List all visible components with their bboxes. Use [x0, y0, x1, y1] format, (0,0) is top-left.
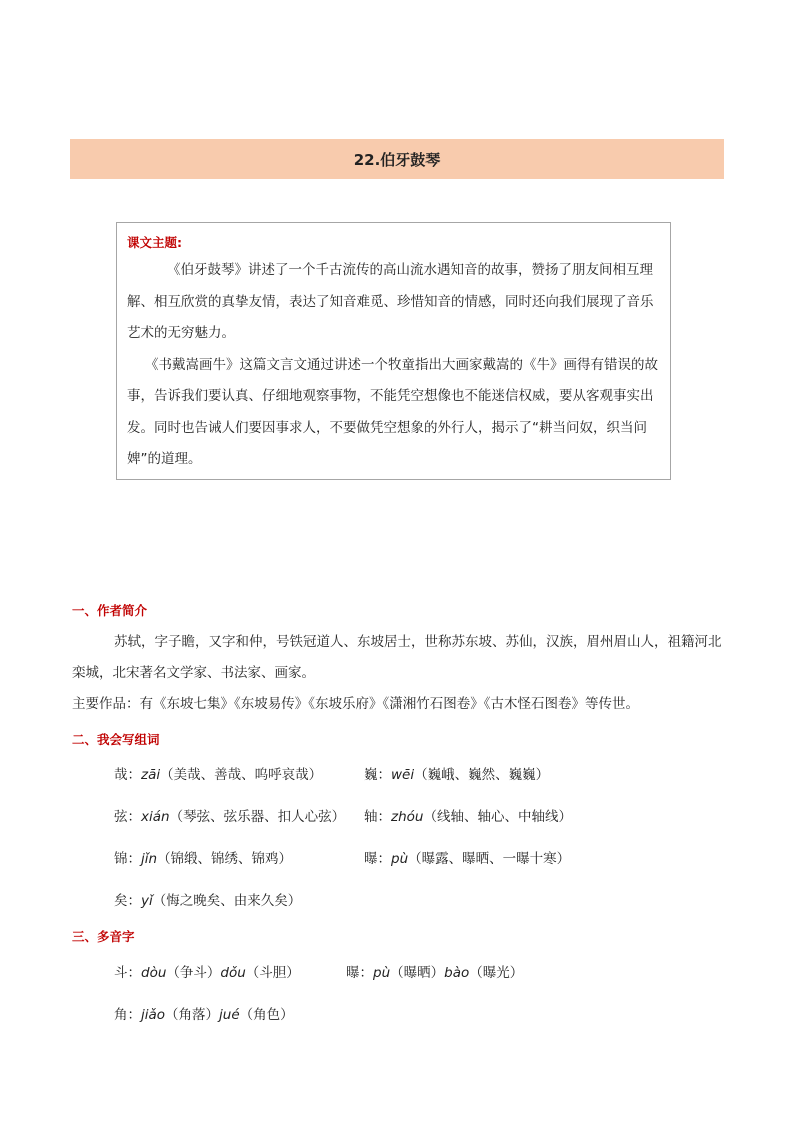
- vocab-char: 巍：: [364, 767, 391, 783]
- theme-label: 课文主题:: [127, 235, 182, 250]
- vocab-pinyin: zāi: [141, 767, 161, 783]
- polyphonic-word-2: （曝光）: [469, 965, 524, 981]
- polyphonic-word-1: （角落）: [165, 1007, 220, 1023]
- section-heading-author: 一、作者简介: [72, 603, 148, 618]
- polyphonic-char: 曝：: [346, 965, 373, 981]
- vocab-pinyin: yǐ: [141, 893, 153, 909]
- polyphonic-word-2: （角色）: [239, 1007, 294, 1023]
- vocab-item: [364, 763, 549, 783]
- vocab-pinyin: jǐn: [141, 851, 158, 867]
- vocab-char: 矣：: [114, 893, 141, 909]
- vocab-pinyin: xián: [141, 809, 170, 825]
- vocab-char: 轴：: [364, 809, 391, 825]
- vocab-words: （巍峨、巍然、巍巍）: [414, 767, 550, 783]
- vocab-item: [364, 805, 572, 825]
- lesson-title-bar: [70, 139, 724, 179]
- polyphonic-pinyin-1: jiǎo: [141, 1007, 166, 1023]
- polyphonic-word-1: （争斗）: [166, 965, 221, 981]
- vocab-item: [114, 805, 345, 825]
- author-bio: 苏轼，字子瞻，又字和仲，号铁冠道人、东坡居士，世称苏东坡、苏仙，汉族，眉州眉山人，祖籍河北栾城，北宋著名文学家、书法家、画家。: [72, 634, 722, 681]
- vocab-item: [114, 889, 301, 909]
- vocab-words: （曝露、曝晒、一曝十寒）: [408, 851, 571, 867]
- polyphonic-word-2: （斗胆）: [245, 965, 300, 981]
- theme-paragraph-2: 《书戴嵩画牛》这篇文言文通过讲述一个牧童指出大画家戴嵩的《牛》画得有错误的故事，告诉我们要认真、仔细地观察事物，不能凭空想像也不能迷信权威，要从客观事实出发。同时也告诫人们要因事求人，不要做凭空想象的外行人，揭示了“耕当问奴，织当问婢”的道理。: [127, 356, 658, 467]
- polyphonic-pinyin-2: jué: [219, 1007, 240, 1023]
- vocab-char: 锦：: [114, 851, 141, 867]
- author-works: 主要作品：有《东坡七集》《东坡易传》《东坡乐府》《潇湘竹石图卷》《古木怪石图卷》等传世。: [72, 696, 639, 712]
- vocab-char: 曝：: [364, 851, 391, 867]
- vocab-words: （锦缎、锦绣、锦鸡）: [157, 851, 293, 867]
- polyphonic-pinyin-2: dǒu: [220, 965, 246, 981]
- vocab-char: 弦：: [114, 809, 141, 825]
- vocab-item: [364, 847, 570, 867]
- vocab-words: （琴弦、弦乐器、扣人心弦）: [169, 809, 346, 825]
- polyphonic-pinyin-1: dòu: [141, 965, 167, 981]
- vocab-words: （线轴、轴心、中轴线）: [423, 809, 572, 825]
- polyphonic-pinyin-2: bào: [444, 965, 470, 981]
- polyphonic-item: [114, 961, 300, 981]
- vocab-pinyin: zhóu: [391, 809, 424, 825]
- polyphonic-item: [114, 1003, 294, 1023]
- polyphonic-pinyin-1: pù: [373, 965, 391, 981]
- vocab-pinyin: wēi: [391, 767, 415, 783]
- vocab-item: [114, 763, 322, 783]
- polyphonic-word-1: （曝晒）: [390, 965, 445, 981]
- polyphonic-item: [346, 961, 523, 981]
- section-heading-vocabulary: 二、我会写组词: [72, 732, 160, 747]
- lesson-title: 22.伯牙鼓琴: [353, 150, 441, 169]
- vocab-words: （美哉、善哉、呜呼哀哉）: [160, 767, 323, 783]
- vocab-char: 哉：: [114, 767, 141, 783]
- vocab-item: [114, 847, 292, 867]
- vocab-pinyin: pù: [391, 851, 409, 867]
- polyphonic-char: 角：: [114, 1007, 141, 1023]
- section-heading-polyphonic: 三、多音字: [72, 929, 135, 944]
- polyphonic-char: 斗：: [114, 965, 141, 981]
- vocab-words: （悔之晚矣、由来久矣）: [152, 893, 302, 909]
- theme-box: [116, 222, 671, 480]
- theme-paragraph-1: 《伯牙鼓琴》讲述了一个千古流传的高山流水遇知音的故事，赞扬了朋友间相互理解、相互欣赏的真挚友情，表达了知音难觅、珍惜知音的情感，同时还向我们展现了音乐艺术的无穷魅力。: [127, 262, 654, 341]
